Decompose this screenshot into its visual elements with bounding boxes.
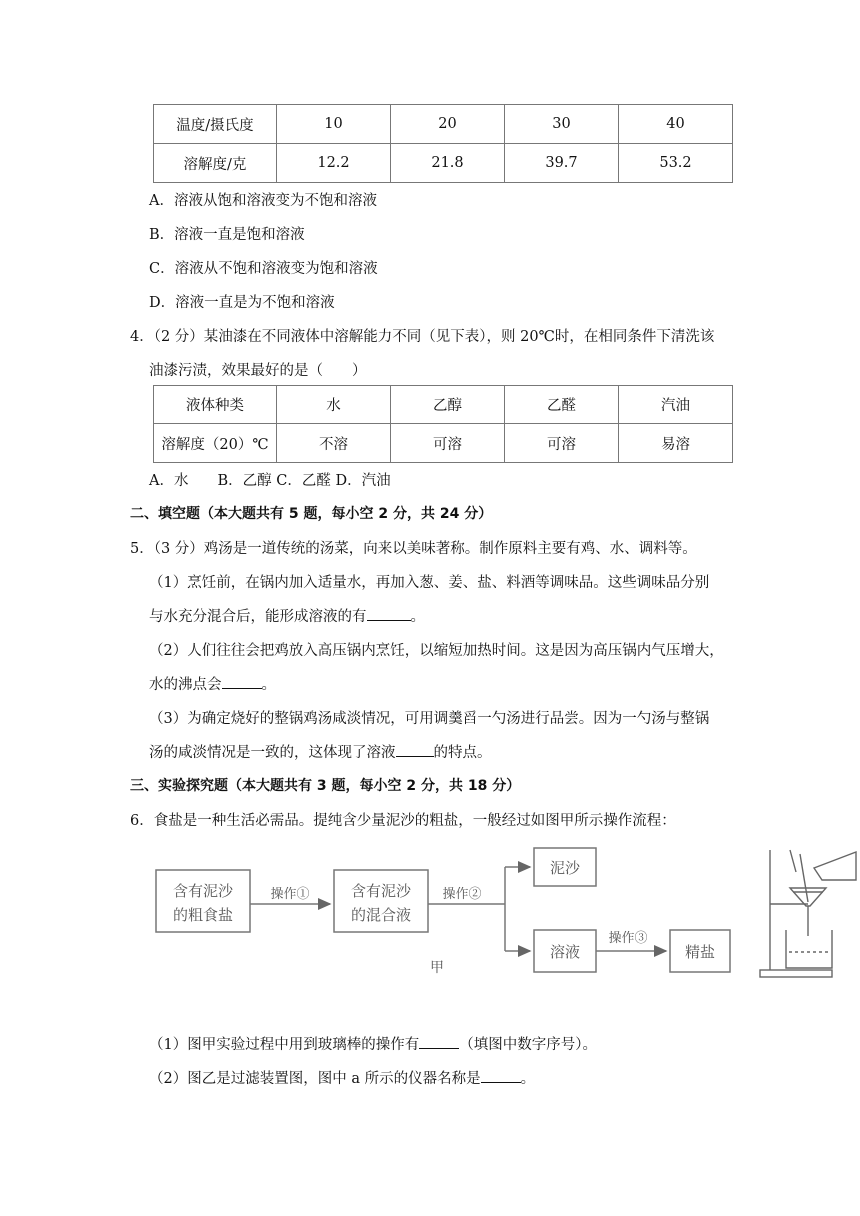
q3-option-b: B．溶液一直是饱和溶液 [149, 227, 305, 243]
q5-part1-line1: （1）烹饪前，在锅内加入适量水，再加入葱、姜、盐、料酒等调味品。这些调味品分别 [149, 575, 710, 591]
table-cell: 20 [391, 105, 505, 144]
table-row [154, 144, 733, 183]
op1-label: 操作① [270, 887, 310, 902]
table-row [154, 424, 733, 463]
q4-stem-line1: 4．（2 分）某油漆在不同液体中溶解能力不同（见下表），则 20℃时，在相同条件下清洗该 [130, 329, 715, 345]
q5-part1-line2 [149, 605, 425, 626]
q6-part2-text: （2）图乙是过滤装置图，图中 a 所示的仪器名称是 [149, 1071, 481, 1087]
box1-line2: 的粗食盐 [172, 906, 234, 924]
q6-part2 [149, 1067, 535, 1088]
filtration-apparatus-illustration [752, 844, 858, 980]
receiving-beaker [786, 930, 832, 968]
q5-part2-line2 [149, 673, 276, 694]
table-cell: 可溶 [391, 424, 505, 463]
refined-salt-label: 精盐 [684, 943, 716, 961]
table-cell: 易溶 [619, 424, 733, 463]
mud-label: 泥沙 [549, 859, 581, 877]
answer-blank[interactable] [222, 674, 262, 689]
table-header-cell: 溶解度/克 [154, 144, 277, 183]
box1-line1: 含有泥沙 [172, 882, 234, 900]
q5-part1-text: 与水充分混合后，能形成溶液的有 [149, 609, 367, 625]
answer-blank[interactable] [367, 606, 411, 621]
q5-intro: 5．（3 分）鸡汤是一道传统的汤菜，向来以美味著称。制作原料主要有鸡、水、调料等。 [130, 541, 697, 557]
box2-line1: 含有泥沙 [350, 882, 412, 900]
q3-option-d: D．溶液一直是为不饱和溶液 [149, 295, 335, 311]
q5-part2-end: 。 [261, 677, 276, 693]
section-heading-fill-in: 二、填空题（本大题共有 5 题，每小空 2 分，共 24 分） [130, 506, 493, 522]
table-cell: 汽油 [619, 386, 733, 424]
q3-option-c: C．溶液从不饱和溶液变为饱和溶液 [149, 261, 378, 277]
q6-part1-text: （1）图甲实验过程中用到玻璃棒的操作有 [149, 1037, 420, 1053]
paint-solubility-table [153, 385, 733, 463]
q5-part3-text: 汤的咸淡情况是一致的，这体现了溶液 [149, 745, 396, 761]
table-cell: 21.8 [391, 144, 505, 183]
q6-intro: 6．食盐是一种生活必需品。提纯含少量泥沙的粗盐，一般经过如图甲所示操作流程： [130, 813, 676, 829]
table-cell: 12.2 [277, 144, 391, 183]
q6-part1 [149, 1033, 597, 1054]
table-cell: 10 [277, 105, 391, 144]
q6-part2-end: 。 [520, 1071, 536, 1087]
funnel [790, 888, 826, 906]
table-row [154, 105, 733, 144]
table-cell: 40 [619, 105, 733, 144]
table-cell: 乙醛 [505, 386, 619, 424]
salt-purification-flow-diagram [150, 840, 750, 990]
q5-part1-end: 。 [410, 609, 425, 625]
section-heading-experiment: 三、实验探究题（本大题共有 3 题，每小空 2 分，共 18 分） [130, 778, 521, 794]
figure-caption-jia: 甲 [430, 960, 444, 976]
table-cell: 30 [505, 105, 619, 144]
q4-stem-line2: 油漆污渍，效果最好的是（ ） [149, 363, 367, 379]
table-cell: 不溶 [277, 424, 391, 463]
solution-label: 溶液 [549, 943, 581, 961]
table-header-cell: 溶解度（20）℃ [154, 424, 277, 463]
q4-options: A．水 B．乙醇 C．乙醛 D．汽油 [149, 473, 391, 489]
table-cell: 乙醇 [391, 386, 505, 424]
table-header-cell: 温度/摄氏度 [154, 105, 277, 144]
stand-base [760, 970, 832, 977]
op3-label: 操作③ [608, 931, 648, 946]
table-cell: 53.2 [619, 144, 733, 183]
table-cell: 39.7 [505, 144, 619, 183]
glass-rod [800, 854, 808, 902]
q6-part1-end: （填图中数字序号）。 [459, 1037, 597, 1053]
answer-blank[interactable] [481, 1068, 521, 1083]
op2-label: 操作② [442, 887, 482, 902]
q5-part3-end: 的特点。 [433, 745, 492, 761]
q5-part3-line2 [149, 741, 492, 762]
q3-option-a: A．溶液从饱和溶液变为不饱和溶液 [149, 193, 377, 209]
answer-blank[interactable] [419, 1034, 459, 1049]
q5-part2-line1: （2）人们往往会把鸡放入高压锅内烹饪，以缩短加热时间。这是因为高压锅内气压增大， [149, 643, 724, 659]
q5-part2-text: 水的沸点会 [149, 677, 222, 693]
box2-line2: 的混合液 [350, 906, 412, 924]
table-cell: 可溶 [505, 424, 619, 463]
q5-part3-line1: （3）为确定烧好的整锅鸡汤咸淡情况，可用调羹舀一勺汤进行品尝。因为一勺汤与整锅 [149, 711, 710, 727]
table-header-cell: 液体种类 [154, 386, 277, 424]
table-row [154, 386, 733, 424]
solubility-table [153, 104, 733, 183]
answer-blank[interactable] [396, 742, 434, 757]
table-cell: 水 [277, 386, 391, 424]
